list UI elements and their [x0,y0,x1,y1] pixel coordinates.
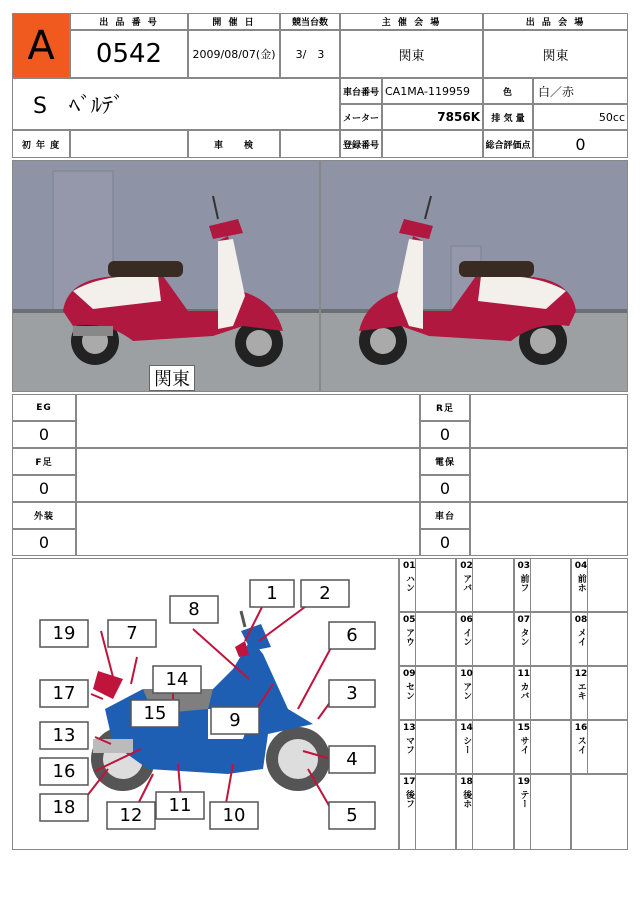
diagram-number-16: 16 [52,761,76,782]
displacement-label: 排 気 量 [483,104,533,130]
code-text: アバ [461,574,472,592]
diagram-number-13: 13 [52,725,76,746]
code-number: 13 [403,723,416,733]
code-number: 03 [517,561,531,571]
registration-label: 登録番号 [340,130,382,158]
diagram-number-11: 11 [168,795,192,816]
count-label: 競当台数 [280,13,340,30]
code-label [514,774,531,850]
code-cell [514,666,571,720]
model-name: S ﾍﾞﾙﾃﾞ [33,93,124,119]
code-text: サイ [518,736,529,754]
code-text: シー [461,736,472,754]
code-text: スイ [575,736,586,754]
diagram-number-9: 9 [229,710,241,731]
code-label [456,720,473,774]
overall-value: 0 [533,130,628,158]
lot-label: 出 品 番 号 [70,13,188,30]
exhibit-label: 出 品 会 場 [483,13,628,30]
code-cell [571,612,628,666]
code-cell [571,720,628,774]
code-cell [399,666,456,720]
code-text: マフ [404,736,414,754]
diagram-number-17: 17 [52,683,76,704]
code-number: 02 [460,561,473,571]
diagram-number-2: 2 [319,583,331,604]
code-text: ハン [404,574,414,592]
code-text: 前フ [518,574,529,592]
code-label [571,612,588,666]
code-number: 11 [517,669,531,679]
diagram-number-14: 14 [165,669,189,690]
code-label [399,720,416,774]
photo-right [320,160,628,392]
diagram-number-1: 1 [266,583,278,604]
code-text: メイ [575,628,586,646]
scooter-photo-right [321,161,628,392]
code-cell [514,612,571,666]
code-number: 12 [574,669,588,679]
score-note-front [76,448,420,502]
date-label: 開 催 日 [188,13,280,30]
code-label [456,774,473,850]
code-text: アン [461,682,472,700]
diagram-number-10: 10 [222,805,246,826]
code-cell [571,666,628,720]
first-year-value [70,130,188,158]
code-label [399,774,416,850]
code-text: セン [404,682,414,700]
code-text: 後フ [404,790,414,808]
score-value-electric: 0 [420,475,470,502]
score-note-rear [470,394,628,448]
color-label: 色 [483,78,533,104]
code-number: 08 [574,615,588,625]
code-text: テー [518,790,529,808]
code-label [514,558,531,612]
score-label-frame: 車台 [420,502,470,529]
diagram-number-8: 8 [188,599,200,620]
code-number: 15 [517,723,531,733]
score-value-exterior: 0 [12,529,76,556]
code-text: 前ホ [575,574,586,592]
model-name-box [12,78,340,130]
meter-value: 7856K [382,104,483,130]
venue-label: 主 催 会 場 [340,13,483,30]
code-label [399,666,416,720]
code-label [456,612,473,666]
code-cell [456,666,513,720]
diagram-number-6: 6 [346,625,358,646]
code-number: 01 [403,561,416,571]
code-label [571,666,588,720]
score-value-rear: 0 [420,421,470,448]
code-text: アウ [404,628,414,646]
overall-label: 総合評価点 [483,130,533,158]
code-label [456,558,473,612]
inspection-label: 車 検 [188,130,280,158]
code-label [399,612,416,666]
diagram-number-12: 12 [119,805,143,826]
code-label [571,558,588,612]
code-label [571,720,588,774]
diagram-number-7: 7 [126,623,138,644]
score-value-eg: 0 [12,421,76,448]
score-label-rear: R足 [420,394,470,421]
parts-diagram [12,558,399,850]
chassis-label: 車台番号 [340,78,382,104]
code-cell [399,558,456,612]
code-number: 16 [574,723,588,733]
code-number: 06 [460,615,473,625]
code-label [514,666,531,720]
diagram-number-5: 5 [346,805,358,826]
grade-letter: A [27,22,55,69]
score-label-front: F足 [12,448,76,475]
code-number: 04 [574,561,588,571]
code-cell [399,612,456,666]
scooter-photo-left [13,161,320,392]
score-note-exterior [76,502,420,556]
lot-number: 0542 [70,30,188,78]
score-value-frame: 0 [420,529,470,556]
code-number: 05 [403,615,416,625]
diagram-number-19: 19 [52,623,76,644]
photo-caption: 関東 [149,365,195,391]
code-cell [514,558,571,612]
score-label-electric: 電保 [420,448,470,475]
code-label [399,558,416,612]
photo-left [12,160,320,392]
code-label [514,612,531,666]
registration-value [382,130,483,158]
code-label [514,720,531,774]
code-text: イン [461,628,472,646]
count-value: 3/ 3 [280,30,340,78]
code-number: 07 [517,615,531,625]
diagram-number-4: 4 [346,749,358,770]
diagram-number-3: 3 [346,683,358,704]
color-value: 白／赤 [533,78,628,104]
code-cell [514,774,571,850]
code-cell [399,774,456,850]
diagram-number-18: 18 [52,797,76,818]
code-cell [456,774,513,850]
code-cell [399,720,456,774]
code-number: 09 [403,669,416,679]
displacement-value: 50cc [533,104,628,130]
code-cell [456,612,513,666]
score-label-exterior: 外装 [12,502,76,529]
code-label [456,666,473,720]
auction-date: 2009/08/07(金) [188,30,280,78]
code-cell [514,720,571,774]
chassis-value: CA1MA-119959 [382,78,483,104]
code-text: タン [518,628,529,646]
exhibit-venue-value: 関東 [483,30,628,78]
grade-box [12,13,70,78]
score-note-frame [470,502,628,556]
code-cell [456,720,513,774]
code-text: 後ホ [461,790,472,808]
score-note-eg [76,394,420,448]
first-year-label: 初 年 度 [12,130,70,158]
meter-label: メーター [340,104,382,130]
code-cell [456,558,513,612]
venue-value: 関東 [340,30,483,78]
code-number: 18 [460,777,473,787]
code-cell-empty [571,774,628,850]
code-text: エキ [575,682,586,700]
code-number: 19 [517,777,531,787]
code-number: 17 [403,777,416,787]
score-note-electric [470,448,628,502]
code-number: 10 [460,669,473,679]
code-cell [571,558,628,612]
inspection-value [280,130,340,158]
score-value-front: 0 [12,475,76,502]
code-number: 14 [460,723,473,733]
code-text: カバ [518,682,529,700]
diagram-number-15: 15 [143,703,167,724]
score-label-eg: EG [12,394,76,421]
